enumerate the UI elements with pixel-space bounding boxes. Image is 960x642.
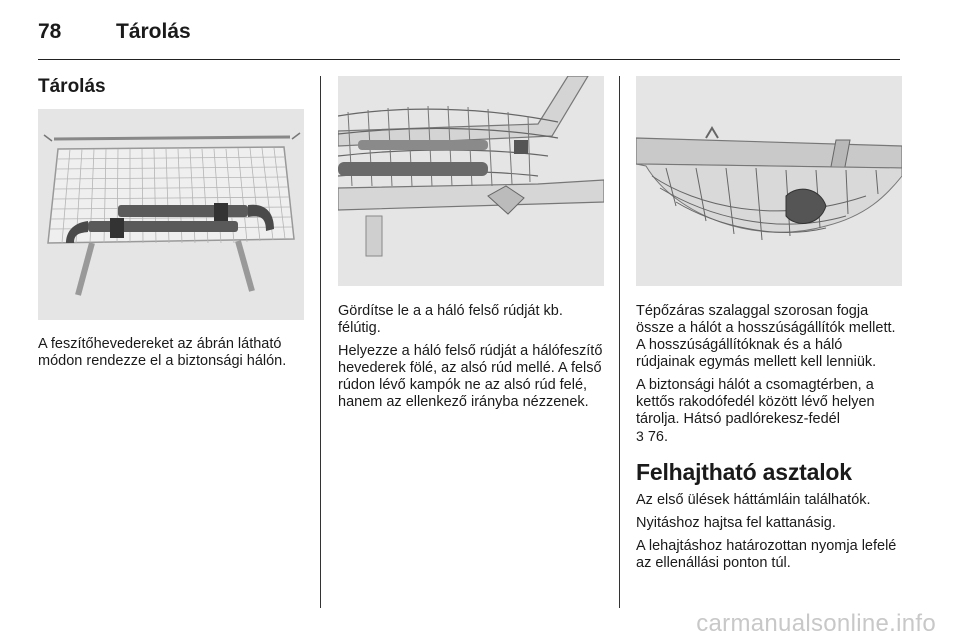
paragraph: Nyitáshoz hajtsa fel kattanásig. <box>636 515 836 531</box>
paragraph-list <box>38 336 304 370</box>
page-reference-link[interactable]: 76. <box>643 429 668 445</box>
watermark: carmanualsonline.info <box>696 610 936 637</box>
paragraph: Helyezze a háló felső rúdját a hálófeszítő hevederek fölé, az alsó rúd mellé. A felső rúdon lévő kampók ne az alsó rúd felé, hanem az ellenkező irányba nézzenek. <box>338 343 603 410</box>
column-middle <box>338 76 604 411</box>
column-divider <box>619 76 620 608</box>
column-left <box>38 76 304 370</box>
page-number: 78 <box>38 20 62 43</box>
section-heading: Felhajtható asztalok <box>636 459 852 485</box>
paragraph-list <box>338 303 604 411</box>
paragraph: A lehajtáshoz határozottan nyomja lefelé az ellenállási ponton túl. <box>636 538 897 571</box>
paragraph-list <box>636 492 902 572</box>
page-title: Tárolás <box>116 20 191 43</box>
paragraph-with-reference <box>636 377 902 446</box>
paragraph-text: A biztonsági hálót a csomagtérben, a kettős rakodófedél között lévő helyen tárolja. Hátsó padlórekesz-fedél <box>636 377 875 427</box>
reference-arrow: 3 <box>636 428 644 444</box>
safety-net-illustration <box>38 109 304 320</box>
velcro-strap-illustration <box>636 76 902 286</box>
paragraph: Az első ülések háttámláin találhatók. <box>636 492 871 508</box>
paragraph: Tépőzáras szalaggal szorosan fogja össze a hálót a hosszúságállítók mellett. A hosszúságállítóknak és a háló rúdjainak egymás mellett kell lenniük. <box>636 303 896 370</box>
paragraph: Gördítse le a a háló felső rúdját kb. félútig. <box>338 303 563 336</box>
column-right <box>636 76 902 572</box>
section-title: Tárolás <box>38 76 106 97</box>
paragraph: A feszítőhevedereket az ábrán látható módon rendezze el a biztonsági hálón. <box>38 336 287 369</box>
paragraph-list <box>636 303 902 446</box>
page-header <box>38 16 900 60</box>
column-divider <box>320 76 321 608</box>
net-rolled-illustration <box>338 76 604 286</box>
